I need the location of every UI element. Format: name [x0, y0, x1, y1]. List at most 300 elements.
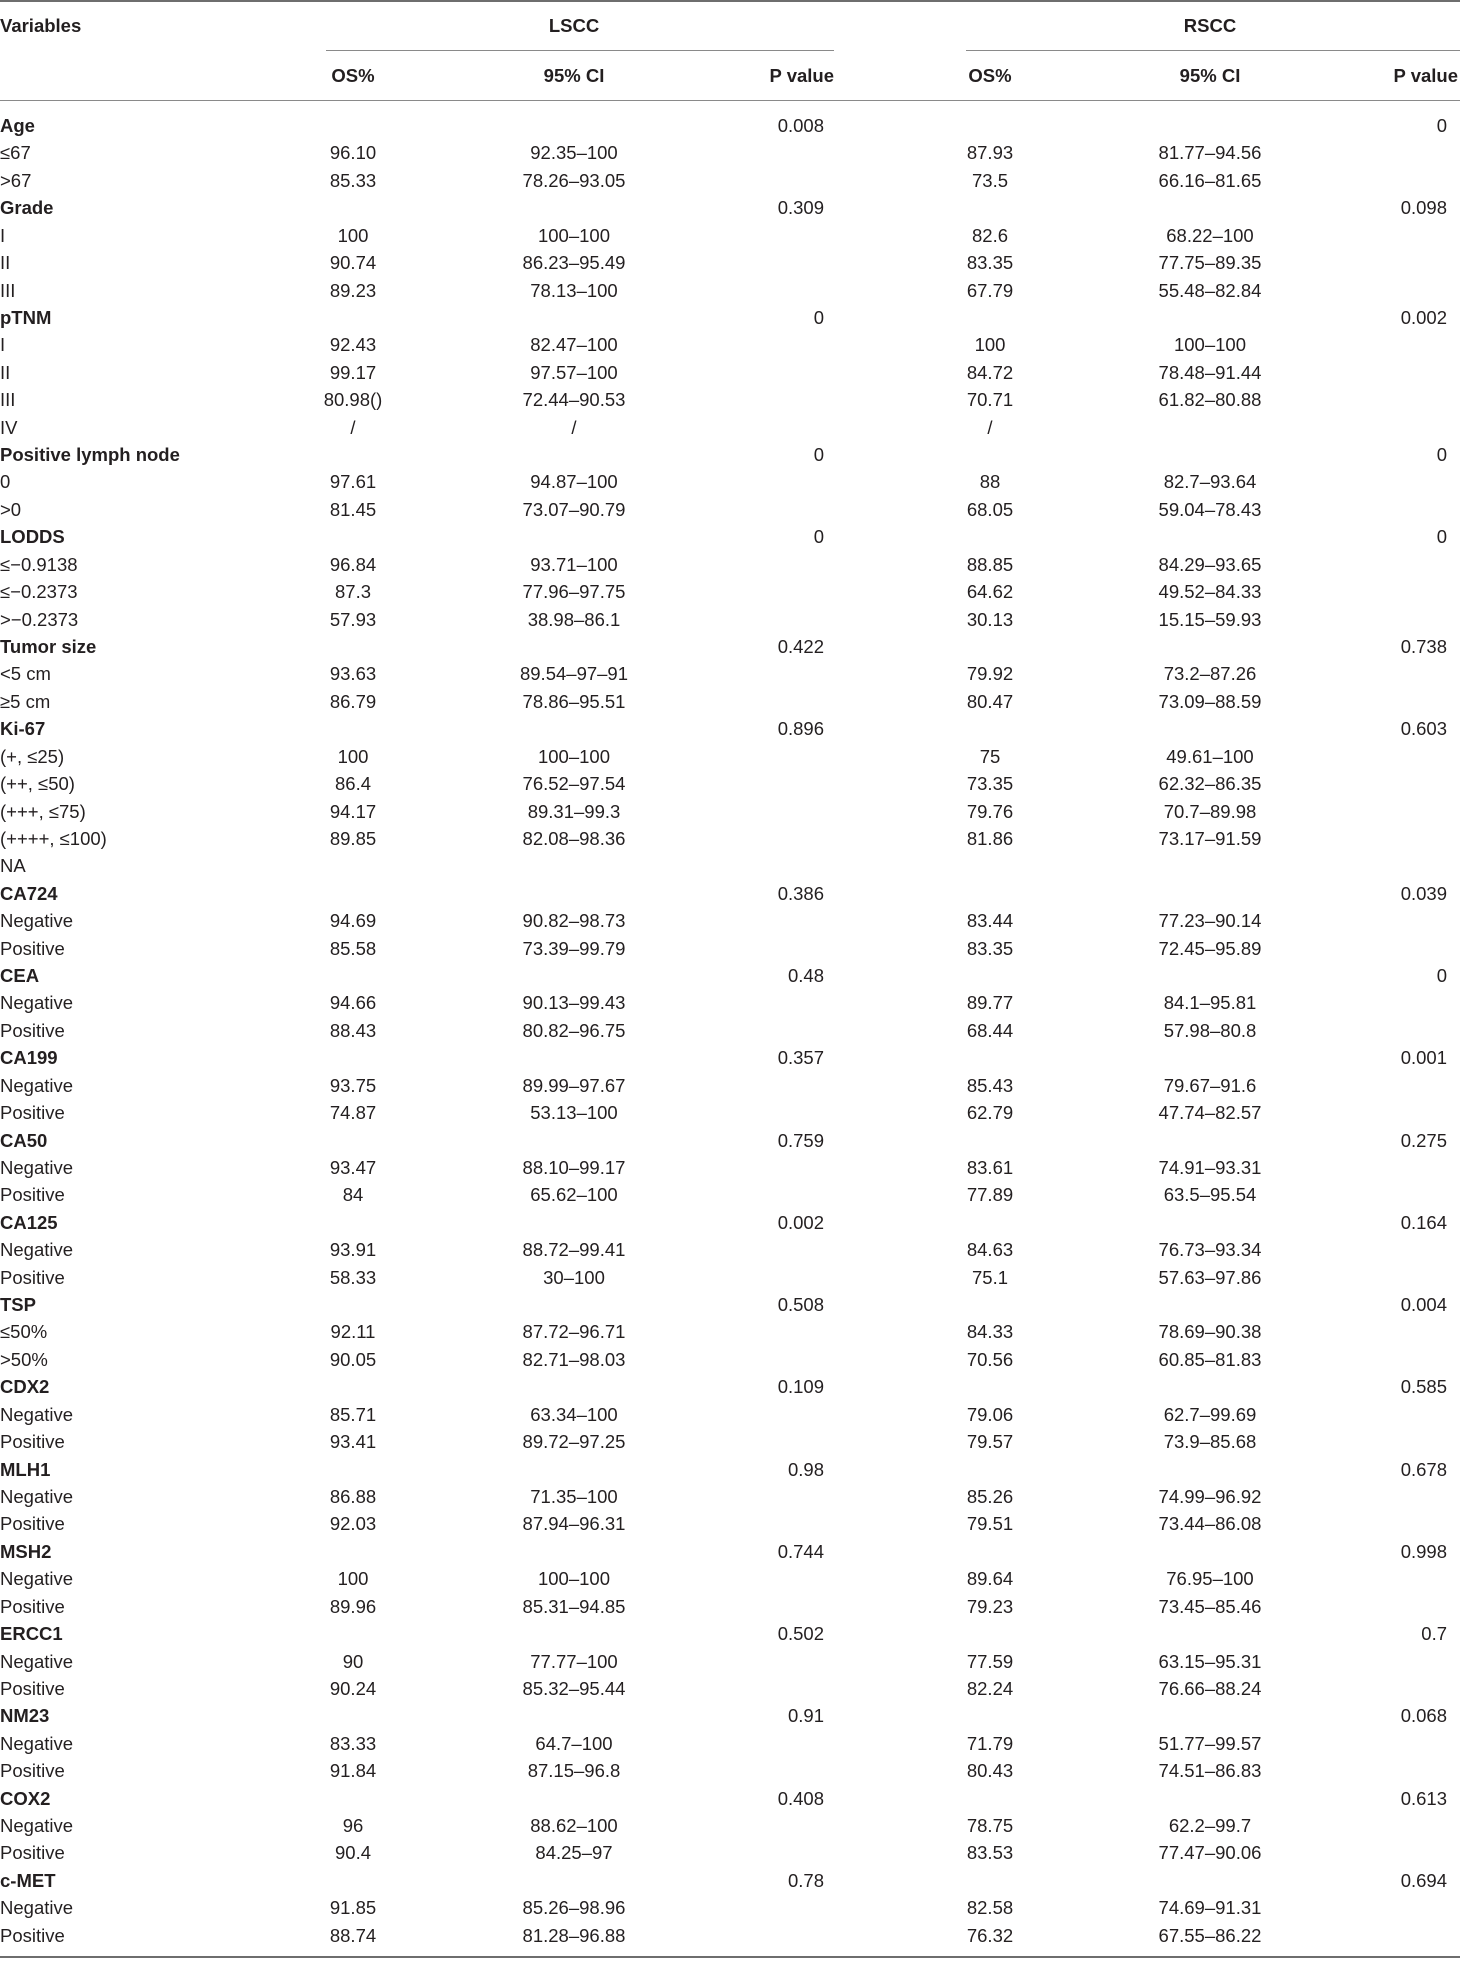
row-label: Positive [0, 1513, 65, 1535]
variable-header-row [0, 1127, 1460, 1154]
rscc-os-cell: 79.57 [966, 1431, 1014, 1453]
lscc-ci-cell: 94.87–100 [530, 471, 618, 493]
rscc-os-cell: 75.1 [971, 1266, 1009, 1288]
lscc-ci-cell: 100–100 [537, 224, 611, 246]
rscc-os-cell: 83.44 [966, 910, 1014, 932]
table-row [0, 359, 1460, 386]
variable-header-row [0, 1456, 1460, 1483]
row-label: MLH1 [0, 1458, 51, 1480]
variable-header-row [0, 441, 1460, 468]
table-row [0, 551, 1460, 578]
row-label: ≤−0.2373 [0, 581, 78, 603]
lscc-os-cell: 86.79 [329, 690, 377, 712]
lscc-pvalue-cell: 0.508 [777, 1294, 824, 1316]
lscc-os-cell: 96.10 [329, 142, 377, 164]
lscc-os-cell: 58.33 [329, 1266, 377, 1288]
lscc-ci-cell: 89.99–97.67 [522, 1074, 626, 1096]
table-row [0, 1099, 1460, 1126]
table-row [0, 1593, 1460, 1620]
variable-header-row [0, 194, 1460, 221]
table-row [0, 1757, 1460, 1784]
row-label: I [0, 224, 6, 246]
lscc-pvalue-cell: 0.008 [777, 115, 824, 136]
rscc-ci-cell: 100–100 [1173, 334, 1247, 356]
lscc-ci-cell: 71.35–100 [530, 1486, 618, 1507]
table-row [0, 1428, 1460, 1455]
lscc-ci-cell: 78.26–93.05 [522, 169, 626, 191]
rscc-os-cell: 85.26 [966, 1486, 1014, 1507]
lscc-os-cell: 90.24 [329, 1677, 377, 1699]
table-row [0, 277, 1460, 304]
row-label: CA50 [0, 1129, 48, 1151]
rscc-pvalue-cell: 0.585 [1400, 1376, 1447, 1398]
lscc-ci-cell: 85.31–94.85 [522, 1595, 626, 1617]
rscc-os-cell: 100 [974, 334, 1006, 356]
row-label: >−0.2373 [0, 608, 79, 630]
lscc-ci-cell: 85.32–95.44 [522, 1677, 626, 1699]
table-row [0, 1730, 1460, 1757]
lscc-pvalue-cell: 0.109 [777, 1376, 824, 1398]
lscc-pvalue-cell: 0.422 [777, 635, 824, 657]
rscc-pvalue-cell: 0.002 [1400, 306, 1447, 328]
row-label: (+, ≤25) [0, 745, 65, 767]
lscc-os-cell: 74.87 [329, 1102, 377, 1124]
lscc-pvalue-cell: 0.744 [777, 1540, 824, 1562]
rscc-ci-cell: 76.66–88.24 [1158, 1677, 1262, 1699]
row-label: II [0, 361, 11, 383]
rscc-os-cell: 85.43 [966, 1074, 1014, 1096]
rscc-os-cell: 79.92 [966, 663, 1014, 685]
row-label: Negative [0, 1486, 74, 1507]
table-row [0, 331, 1460, 358]
table-row [0, 1236, 1460, 1263]
lscc-ci-cell: 89.31–99.3 [527, 800, 621, 822]
rscc-ci-cell: 81.77–94.56 [1158, 142, 1262, 164]
lscc-ci-cell: 88.72–99.41 [522, 1239, 626, 1261]
table-row [0, 1483, 1460, 1510]
lscc-os-cell: 94.66 [329, 992, 377, 1014]
row-label: Positive [0, 1595, 65, 1617]
row-label: Grade [0, 197, 54, 219]
rscc-pvalue-cell: 0 [1436, 965, 1447, 987]
rscc-os-cell: 88 [979, 471, 1001, 493]
row-label: Negative [0, 992, 74, 1014]
rscc-ci-cell: 73.9–85.68 [1163, 1431, 1257, 1453]
lscc-pvalue-cell: 0.78 [787, 1869, 824, 1891]
lscc-ci-cell: 72.44–90.53 [522, 389, 626, 411]
rscc-os-cell: 83.35 [966, 252, 1014, 274]
lscc-pvalue-cell: 0.48 [787, 965, 824, 987]
rscc-os-cell: 82.6 [971, 224, 1009, 246]
table-row [0, 743, 1460, 770]
lscc-os-cell: 91.85 [329, 1897, 377, 1919]
rscc-pvalue-cell: 0.613 [1400, 1787, 1447, 1809]
row-label: pTNM [0, 306, 52, 328]
row-label: Tumor size [0, 635, 97, 657]
lscc-ci-cell: 90.13–99.43 [522, 992, 626, 1014]
rscc-ci-cell: 84.29–93.65 [1158, 553, 1262, 575]
rscc-ci-cell: 74.51–86.83 [1158, 1760, 1262, 1782]
rscc-pvalue-cell: 0.004 [1400, 1294, 1447, 1316]
table-row [0, 1346, 1460, 1373]
lscc-os-cell: 96.84 [329, 553, 377, 575]
lscc-ci-cell: 78.13–100 [530, 279, 618, 301]
row-label: Ki-67 [0, 718, 46, 740]
variable-header-row [0, 880, 1460, 907]
lscc-os-cell: 92.11 [330, 1321, 376, 1343]
lscc-ci-cell: 85.26–98.96 [522, 1897, 626, 1919]
rscc-ci-cell: 59.04–78.43 [1158, 498, 1262, 520]
row-label: TSP [0, 1294, 36, 1316]
lscc-pvalue-cell: 0.357 [777, 1047, 824, 1069]
variable-header-row [0, 633, 1460, 660]
header-lscc-pvalue: P value [769, 65, 834, 86]
rscc-ci-cell: 47.74–82.57 [1158, 1102, 1262, 1124]
lscc-os-cell: 90.05 [329, 1348, 377, 1370]
row-label: ≤67 [0, 142, 31, 164]
lscc-os-cell: 89.96 [329, 1595, 377, 1617]
lscc-pvalue-cell: 0 [813, 306, 824, 328]
row-label: >50% [0, 1348, 48, 1370]
lscc-ci-cell: 77.77–100 [530, 1650, 618, 1672]
rscc-pvalue-cell: 0.068 [1400, 1705, 1447, 1727]
rscc-os-cell: 73.35 [966, 773, 1014, 795]
row-label: Positive [0, 1431, 65, 1453]
variable-header-row [0, 1209, 1460, 1236]
lscc-os-cell: 99.17 [329, 361, 377, 383]
rscc-ci-cell: 57.98–80.8 [1163, 1019, 1257, 1041]
rscc-ci-cell: 57.63–97.86 [1158, 1266, 1262, 1288]
variable-header-row [0, 1867, 1460, 1894]
rscc-os-cell: 76.32 [966, 1924, 1014, 1946]
lscc-ci-cell: 92.35–100 [530, 142, 618, 164]
lscc-ci-cell: 53.13–100 [530, 1102, 618, 1124]
lscc-os-cell: / [350, 416, 356, 438]
header-lscc-os: OS% [331, 65, 375, 86]
rscc-os-cell: 79.76 [966, 800, 1014, 822]
variable-header-row [0, 1538, 1460, 1565]
lscc-os-cell: 90 [342, 1650, 364, 1672]
table-row [0, 852, 1460, 879]
rscc-ci-cell: 63.5–95.54 [1163, 1184, 1257, 1206]
lscc-os-cell: 93.41 [329, 1431, 377, 1453]
row-label: NA [0, 855, 26, 877]
table-row [0, 606, 1460, 633]
table-row [0, 1318, 1460, 1345]
lscc-os-cell: 80.98() [323, 389, 383, 411]
rscc-os-cell: 73.5 [971, 169, 1009, 191]
row-label: CA199 [0, 1047, 58, 1069]
rscc-os-cell: 81.86 [966, 827, 1014, 849]
lscc-ci-cell: 87.72–96.71 [522, 1321, 626, 1343]
lscc-ci-cell: 77.96–97.75 [522, 581, 626, 603]
rscc-ci-cell: 82.7–93.64 [1163, 471, 1257, 493]
lscc-ci-cell: 97.57–100 [530, 361, 618, 383]
lscc-os-cell: 94.17 [329, 800, 377, 822]
lscc-ci-cell: 63.34–100 [530, 1403, 618, 1425]
rscc-ci-cell: 79.67–91.6 [1163, 1074, 1257, 1096]
lscc-os-cell: 96 [342, 1815, 364, 1837]
row-label: NM23 [0, 1705, 50, 1727]
row-label: Negative [0, 1815, 74, 1837]
rscc-ci-cell: 72.45–95.89 [1158, 937, 1262, 959]
lscc-os-cell: 97.61 [329, 471, 377, 493]
lscc-ci-cell: 81.28–96.88 [522, 1924, 626, 1946]
rscc-os-cell: 83.61 [966, 1156, 1014, 1178]
lscc-os-cell: 86.88 [329, 1486, 377, 1507]
lscc-os-cell: 89.85 [329, 827, 377, 849]
lscc-os-cell: 93.47 [329, 1156, 377, 1178]
rscc-ci-cell: 74.69–91.31 [1158, 1897, 1262, 1919]
variable-header-row [0, 112, 1460, 139]
variable-header-row [0, 715, 1460, 742]
row-label: Negative [0, 1732, 74, 1754]
variable-header-row [0, 1044, 1460, 1071]
row-label: CEA [0, 965, 40, 987]
lscc-ci-cell: 86.23–95.49 [522, 252, 626, 274]
lscc-ci-cell: 87.15–96.8 [527, 1760, 621, 1782]
rscc-os-cell: 80.43 [966, 1760, 1014, 1782]
rscc-ci-cell: 78.48–91.44 [1158, 361, 1262, 383]
lscc-ci-cell: 30–100 [543, 1266, 605, 1288]
lscc-os-cell: 92.43 [329, 334, 377, 356]
lscc-pvalue-cell: 0.002 [777, 1211, 824, 1233]
rscc-os-cell: 82.24 [966, 1677, 1014, 1699]
row-label: Positive [0, 1924, 65, 1946]
table-row [0, 989, 1460, 1016]
lscc-os-cell: 85.58 [329, 937, 377, 959]
table-row [0, 1839, 1460, 1866]
rscc-os-cell: 78.75 [966, 1815, 1014, 1837]
row-label: Positive [0, 1184, 65, 1206]
lscc-ci-cell: 64.7–100 [535, 1732, 613, 1754]
lscc-os-cell: 86.4 [334, 773, 372, 795]
table-row [0, 1072, 1460, 1099]
rscc-pvalue-cell: 0.7 [1421, 1623, 1447, 1645]
row-label: Positive [0, 1842, 65, 1864]
rscc-ci-cell: 49.61–100 [1166, 745, 1254, 767]
table-row [0, 167, 1460, 194]
rscc-os-cell: 79.51 [966, 1513, 1014, 1535]
variable-header-row [0, 523, 1460, 550]
rscc-ci-cell: 73.2–87.26 [1163, 663, 1257, 685]
row-label: >67 [0, 169, 32, 191]
rscc-os-cell: 83.35 [966, 937, 1014, 959]
table-row [0, 770, 1460, 797]
row-label: LODDS [0, 526, 65, 548]
rscc-os-cell: 77.59 [966, 1650, 1014, 1672]
rscc-pvalue-cell: 0.039 [1400, 882, 1447, 904]
rscc-os-cell: 82.58 [966, 1897, 1014, 1919]
table-row [0, 1401, 1460, 1428]
header-rscc-ci: 95% CI [1179, 65, 1241, 86]
rscc-ci-cell: 84.1–95.81 [1163, 992, 1257, 1014]
lscc-ci-cell: 90.82–98.73 [522, 910, 626, 932]
row-label: Positive [0, 937, 65, 959]
rscc-ci-cell: 62.32–86.35 [1158, 773, 1262, 795]
table-top-rule [0, 0, 1460, 2]
row-label: (++, ≤50) [0, 773, 75, 795]
row-label: Age [0, 115, 35, 136]
row-label: (++++, ≤100) [0, 827, 107, 849]
rscc-ci-cell: 74.99–96.92 [1158, 1486, 1262, 1507]
table-row [0, 578, 1460, 605]
rscc-os-cell: 83.53 [966, 1842, 1014, 1864]
rscc-ci-cell: 62.2–99.7 [1168, 1815, 1252, 1837]
row-label: Positive lymph node [0, 444, 180, 466]
rscc-group-rule [966, 50, 1460, 51]
row-label: 0 [0, 471, 11, 493]
rscc-os-cell: 64.62 [966, 581, 1014, 603]
lscc-ci-cell: 65.62–100 [530, 1184, 618, 1206]
header-group-rscc: RSCC [1183, 15, 1237, 36]
row-label: ≤50% [0, 1321, 48, 1343]
table-row [0, 496, 1460, 523]
row-label: Positive [0, 1102, 65, 1124]
row-label: IV [0, 416, 18, 438]
row-label: ERCC1 [0, 1623, 63, 1645]
lscc-os-cell: 91.84 [329, 1760, 377, 1782]
row-label: III [0, 389, 16, 411]
table-row [0, 825, 1460, 852]
row-label: Negative [0, 1239, 74, 1261]
header-group-lscc: LSCC [548, 15, 600, 36]
table-row [0, 1648, 1460, 1675]
rscc-os-cell: 87.93 [966, 142, 1014, 164]
lscc-os-cell: 94.69 [329, 910, 377, 932]
lscc-os-cell: 90.4 [334, 1842, 372, 1864]
lscc-ci-cell: 88.62–100 [530, 1815, 618, 1837]
lscc-ci-cell: 73.07–90.79 [522, 498, 626, 520]
rscc-pvalue-cell: 0.275 [1400, 1129, 1447, 1151]
lscc-os-cell: 88.74 [329, 1924, 377, 1946]
row-label: Positive [0, 1677, 65, 1699]
lscc-pvalue-cell: 0.386 [777, 882, 824, 904]
table-row [0, 798, 1460, 825]
lscc-ci-cell: 73.39–99.79 [522, 937, 626, 959]
table-bottom-rule [0, 1956, 1460, 1958]
row-label: Negative [0, 910, 74, 932]
row-label: CA724 [0, 882, 58, 904]
rscc-os-cell: / [987, 416, 993, 438]
rscc-os-cell: 67.79 [966, 279, 1014, 301]
rscc-ci-cell: 51.77–99.57 [1158, 1732, 1262, 1754]
row-label: ≤−0.9138 [0, 553, 78, 575]
table-row [0, 907, 1460, 934]
table-row [0, 688, 1460, 715]
rscc-os-cell: 70.56 [966, 1348, 1014, 1370]
row-label: Negative [0, 1074, 74, 1096]
variable-header-row [0, 304, 1460, 331]
table-row [0, 1510, 1460, 1537]
lscc-os-cell: 92.03 [329, 1513, 377, 1535]
rscc-os-cell: 68.05 [966, 498, 1014, 520]
lscc-ci-cell: 38.98–86.1 [527, 608, 621, 630]
row-label: Negative [0, 1897, 74, 1919]
table-row [0, 1264, 1460, 1291]
lscc-os-cell: 84 [342, 1184, 364, 1206]
table-row [0, 660, 1460, 687]
row-label: Negative [0, 1650, 74, 1672]
row-label: MSH2 [0, 1540, 52, 1562]
row-label: Negative [0, 1156, 74, 1178]
header-lscc-ci: 95% CI [543, 65, 605, 86]
rscc-ci-cell: 55.48–82.84 [1158, 279, 1262, 301]
row-label: CA125 [0, 1211, 58, 1233]
rscc-os-cell: 70.71 [966, 389, 1014, 411]
header-rscc-pvalue: P value [1393, 65, 1458, 86]
lscc-os-cell: 90.74 [329, 252, 377, 274]
rscc-ci-cell: 67.55–86.22 [1158, 1924, 1262, 1946]
rscc-ci-cell: 66.16–81.65 [1158, 169, 1262, 191]
lscc-ci-cell: 100–100 [537, 1568, 611, 1590]
rscc-ci-cell: 77.75–89.35 [1158, 252, 1262, 274]
rscc-ci-cell: 62.7–99.69 [1163, 1403, 1257, 1425]
row-label: <5 cm [0, 663, 51, 685]
lscc-ci-cell: 100–100 [537, 745, 611, 767]
row-label: II [0, 252, 11, 274]
lscc-ci-cell: / [571, 416, 577, 438]
rscc-os-cell: 79.06 [966, 1403, 1014, 1425]
rscc-pvalue-cell: 0 [1436, 444, 1447, 466]
row-label: I [0, 334, 6, 356]
rscc-pvalue-cell: 0 [1436, 526, 1447, 548]
table-row [0, 222, 1460, 249]
table-row [0, 386, 1460, 413]
rscc-os-cell: 75 [979, 745, 1001, 767]
variable-header-row [0, 1373, 1460, 1400]
rscc-ci-cell: 63.15–95.31 [1158, 1650, 1262, 1672]
rscc-ci-cell: 60.85–81.83 [1158, 1348, 1262, 1370]
lscc-os-cell: 100 [337, 745, 369, 767]
lscc-pvalue-cell: 0 [813, 526, 824, 548]
lscc-ci-cell: 82.71–98.03 [522, 1348, 626, 1370]
table-row [0, 1017, 1460, 1044]
rscc-pvalue-cell: 0.098 [1400, 197, 1447, 219]
rscc-ci-cell: 77.23–90.14 [1158, 910, 1262, 932]
lscc-os-cell: 83.33 [329, 1732, 377, 1754]
row-label: Negative [0, 1403, 74, 1425]
rscc-ci-cell: 49.52–84.33 [1158, 581, 1262, 603]
header-variables: Variables [0, 15, 82, 36]
lscc-ci-cell: 93.71–100 [530, 553, 618, 575]
lscc-pvalue-cell: 0.408 [777, 1787, 824, 1809]
row-label: (+++, ≤75) [0, 800, 86, 822]
rscc-ci-cell: 76.95–100 [1166, 1568, 1254, 1590]
rscc-os-cell: 84.63 [966, 1239, 1014, 1261]
rscc-ci-cell: 73.17–91.59 [1158, 827, 1262, 849]
lscc-os-cell: 85.71 [329, 1403, 377, 1425]
rscc-pvalue-cell: 0.164 [1400, 1211, 1447, 1233]
lscc-os-cell: 85.33 [329, 169, 377, 191]
rscc-os-cell: 88.85 [966, 553, 1014, 575]
variable-header-row [0, 962, 1460, 989]
row-label: c-MET [0, 1869, 56, 1891]
rscc-ci-cell: 73.45–85.46 [1158, 1595, 1262, 1617]
row-label: Negative [0, 1568, 74, 1590]
lscc-ci-cell: 89.54–97–91 [519, 663, 629, 685]
rscc-os-cell: 84.72 [966, 361, 1014, 383]
rscc-pvalue-cell: 0.694 [1400, 1869, 1447, 1891]
lscc-ci-cell: 80.82–96.75 [522, 1019, 626, 1041]
lscc-os-cell: 93.75 [329, 1074, 377, 1096]
variable-header-row [0, 1291, 1460, 1318]
rscc-pvalue-cell: 0.738 [1400, 635, 1447, 657]
lscc-pvalue-cell: 0.98 [787, 1458, 824, 1480]
lscc-os-cell: 89.23 [329, 279, 377, 301]
lscc-os-cell: 57.93 [329, 608, 377, 630]
lscc-os-cell: 100 [337, 1568, 369, 1590]
